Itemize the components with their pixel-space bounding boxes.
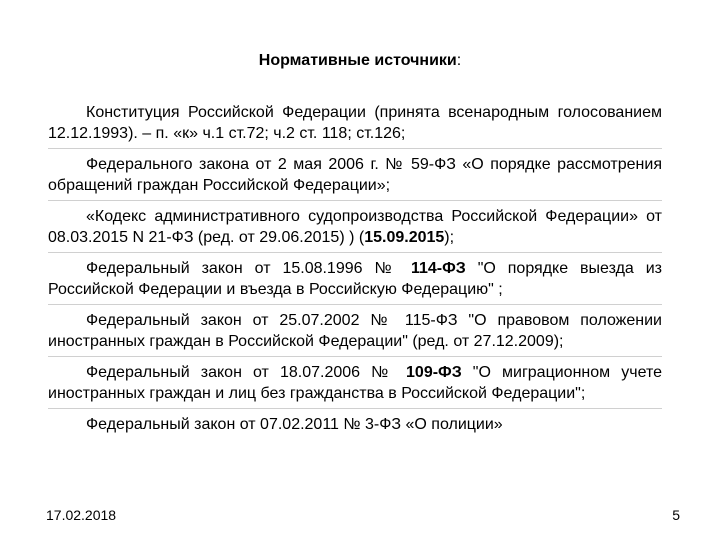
source-text-bold: 114-ФЗ (410, 260, 466, 277)
sources-list (48, 103, 662, 446)
slide-title-text: Нормативные источники (258, 52, 457, 69)
source-item-law-115fz (48, 311, 662, 357)
footer-date: 17.02.2018 (46, 507, 117, 523)
source-text-post: "О порядке выезда из Российской Федерации и въезда в Российскую Федерацию" ; (48, 260, 662, 298)
source-item-law-109fz (48, 363, 662, 409)
slide-title-colon: : (456, 52, 462, 69)
source-text: Федерального закона от 2 мая 2006 г. № 59-ФЗ «О порядке рассмотрения обращений граждан Российской Федерации»; (48, 156, 662, 194)
source-item-law-114fz (48, 259, 662, 305)
source-text-bold: 109-ФЗ (406, 364, 462, 381)
slide-title (0, 52, 720, 70)
source-text-bold: 15.09.2015 (364, 228, 445, 246)
source-item-kas (48, 207, 662, 253)
source-text-pre: Федеральный закон от 15.08.1996 № (86, 260, 411, 277)
source-text: Конституция Российской Федерации (принята всенародным голосованием 12.12.1993). – п. «к» ч.1 ст.72; ч.2 ст. 118; ст.126; (48, 104, 662, 142)
source-text: Федеральный закон от 07.02.2011 № 3-ФЗ «О полиции» (86, 416, 503, 433)
source-item-law-59fz (48, 155, 662, 201)
source-text-post: ); (444, 228, 455, 246)
source-item-constitution (48, 103, 662, 149)
source-text: Федеральный закон от 25.07.2002 № 115-ФЗ "О правовом положении иностранных граждан в Российской Федерации" (ред. от 27.12.2009); (48, 312, 662, 350)
source-text-pre: «Кодекс административного судопроизводства Российской Федерации» от 08.03.2015 N 21-ФЗ (ред. от 29.06.2015) ) ( (48, 208, 662, 246)
page-number: 5 (672, 507, 680, 523)
source-text-pre: Федеральный закон от 18.07.2006 № (86, 364, 407, 381)
source-text-post: "О миграционном учете иностранных граждан и лиц без гражданства в Российской Федерации"; (48, 364, 662, 402)
source-item-law-3fz (48, 415, 662, 440)
